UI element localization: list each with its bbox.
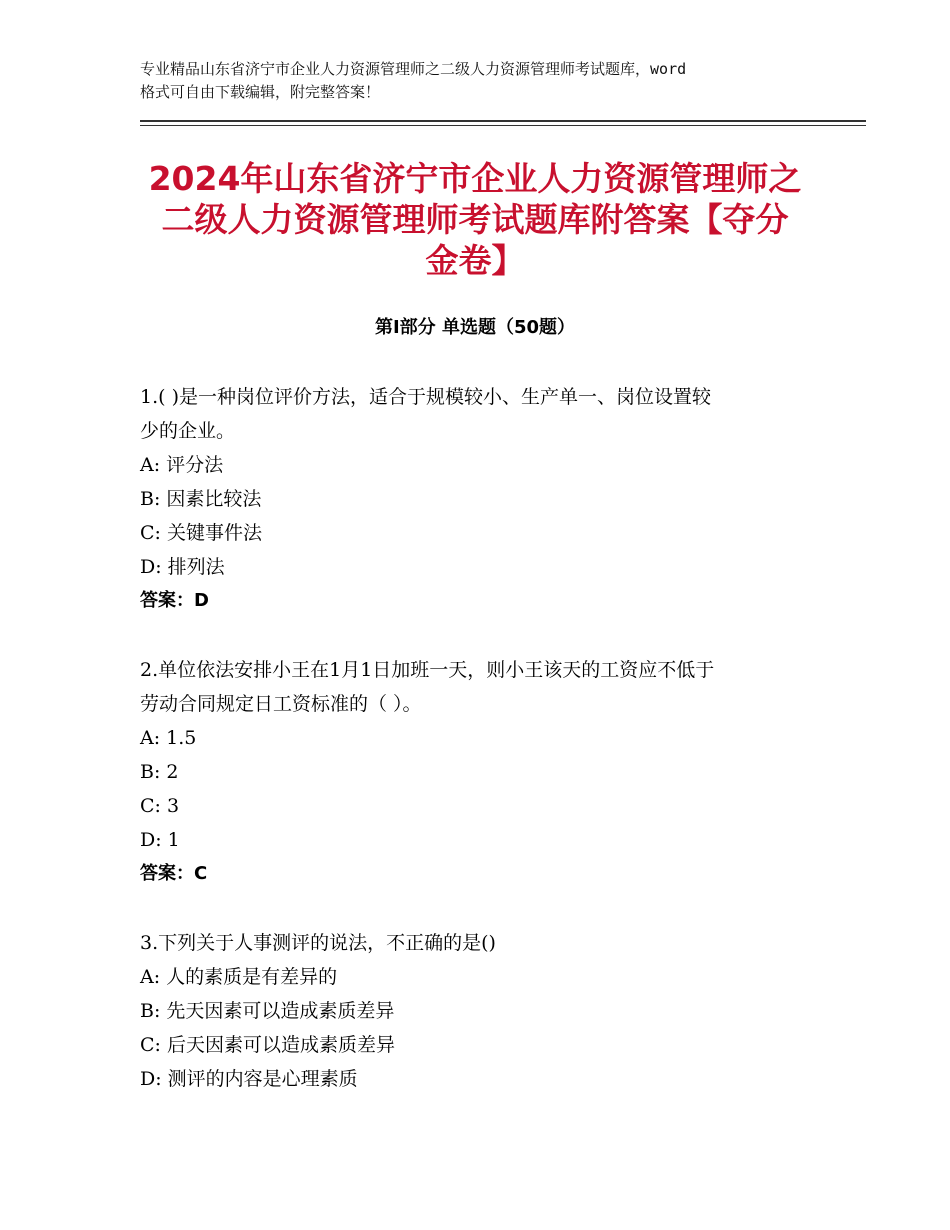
- option-d: D: 排列法: [140, 556, 225, 578]
- option-c: C: 后天因素可以造成素质差异: [140, 1034, 395, 1056]
- option-a: A: 1.5: [140, 727, 197, 749]
- header-note-line-1: 专业精品山东省济宁市企业人力资源管理师之二级人力资源管理师考试题库，word: [140, 60, 687, 78]
- header-divider-thin: [140, 125, 866, 126]
- question-1: [140, 380, 830, 618]
- option-d: D: 测评的内容是心理素质: [140, 1068, 358, 1090]
- question-stem-line: 3.下列关于人事测评的说法，不正确的是(): [140, 932, 496, 954]
- option-b: B: 因素比较法: [140, 488, 262, 510]
- answer-label: 答案：D: [140, 590, 209, 611]
- option-d: D: 1: [140, 829, 180, 851]
- question-3: [140, 926, 830, 1096]
- question-2: [140, 653, 830, 891]
- header-divider-thick: [140, 120, 866, 122]
- title-line-2: 二级人力资源管理师考试题库附答案【夺分: [161, 200, 789, 239]
- option-b: B: 先天因素可以造成素质差异: [140, 1000, 395, 1022]
- document-title: [140, 158, 810, 281]
- question-stem-line: 1.( )是一种岗位评价方法，适合于规模较小、生产单一、岗位设置较: [140, 386, 711, 408]
- answer-label: 答案：C: [140, 863, 208, 884]
- title-line-3: 金卷】: [425, 241, 525, 280]
- section-title: 第Ⅰ部分 单选题（50题）: [374, 317, 575, 338]
- option-c: C: 关键事件法: [140, 522, 262, 544]
- question-stem-line: 劳动合同规定日工资标准的（ ）。: [140, 693, 422, 715]
- title-line-1: 2024年山东省济宁市企业人力资源管理师之: [148, 159, 802, 198]
- question-stem-line: 2.单位依法安排小王在1月1日加班一天，则小王该天的工资应不低于: [140, 659, 715, 681]
- header-note: [140, 58, 830, 104]
- option-c: C: 3: [140, 795, 180, 817]
- option-a: A: 评分法: [140, 454, 224, 476]
- option-a: A: 人的素质是有差异的: [140, 966, 338, 988]
- question-stem-line: 少的企业。: [140, 420, 236, 442]
- option-b: B: 2: [140, 761, 179, 783]
- header-note-line-2: 格式可自由下载编辑，附完整答案！: [140, 83, 381, 101]
